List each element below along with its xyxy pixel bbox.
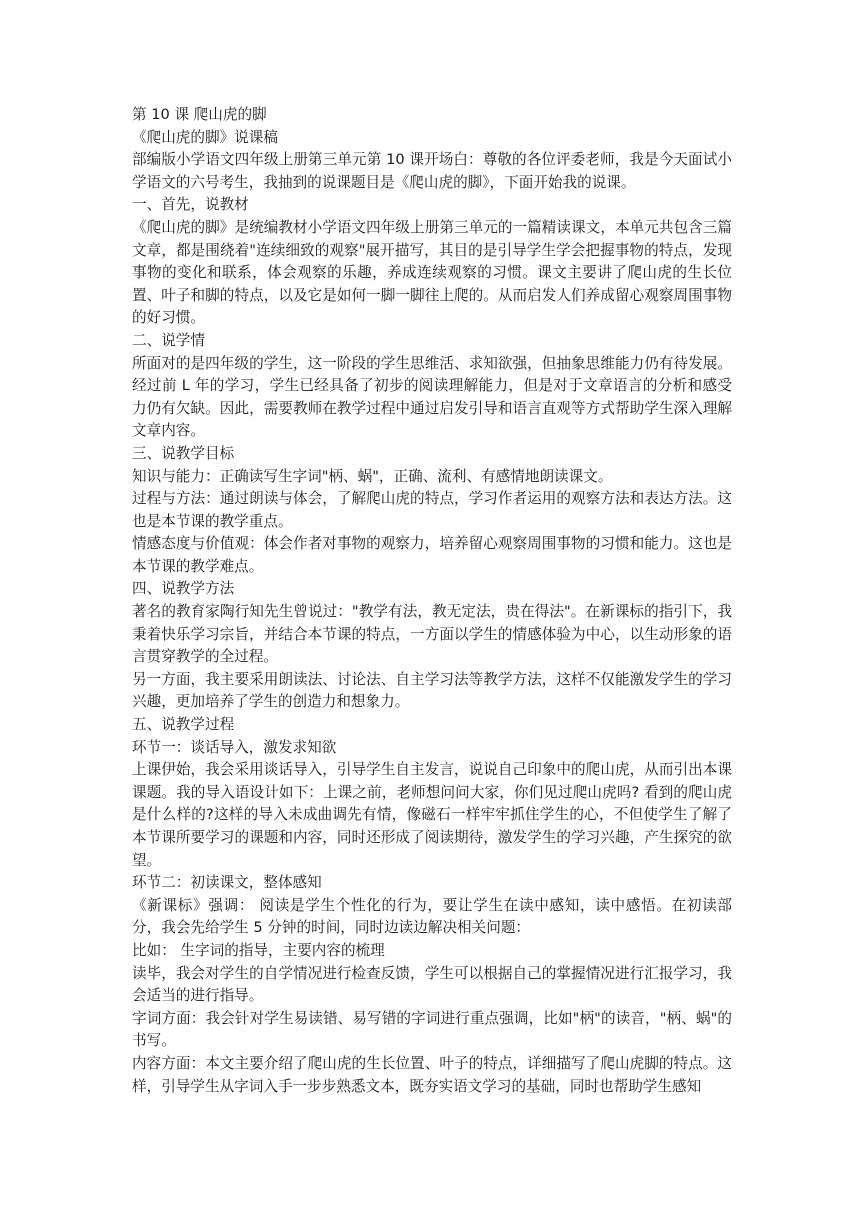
section-heading-methods: 四、说教学方法: [132, 580, 235, 598]
paragraph-students: 所面对的是四年级的学生，这一阶段的学生思维活、求知欲强，但抽象思维能力仍有待发展。经过前 L 年的学习，学生已经具备了初步的阅读理解能力，但是对于文章语言的分析和感受力仍有欠缺。因此，需要教师在教学过程中通过启发引导和语言直观等方式帮助学生深入理解文章内容。: [132, 354, 732, 440]
paragraph-content: 内容方面：本文主要介绍了爬山虎的生长位置、叶子的特点，详细描写了爬山虎脚的特点。这样，引导学生从字词入手一步步熟悉文本，既夯实语文学习的基础，同时也帮助学生感知: [132, 1054, 732, 1095]
goal-process: 过程与方法：通过朗读与体会，了解爬山虎的特点，学习作者运用的观察方法和表达方法。这也是本节课的教学重点。: [132, 490, 732, 530]
paragraph-step-two: 《新课标》强调： 阅读是学生个性化的行为，要让学生在读中感知，读中感悟。在初读部分，我会先给学生 5 分钟的时间，同时边读边解决相关问题：: [132, 896, 732, 937]
paragraph-methods-1: 著名的教育家陶行知先生曾说过："教学有法，教无定法，贵在得法"。在新课标的指引下，我秉着快乐学习宗旨，并结合本节课的特点，一方面以学生的情感体验为中心，以生动形象的语言贯穿教学的全过程。: [132, 603, 732, 666]
section-heading-process: 五、说教学过程: [132, 716, 235, 734]
step-one-heading: 环节一：谈话导入，激发求知欲: [132, 738, 337, 756]
paragraph-vocabulary: 字词方面：我会针对学生易读错、易写错的字词进行重点强调，比如"柄"的读音，"柄、蜗"的书写。: [132, 1009, 732, 1050]
section-heading-goals: 三、说教学目标: [132, 444, 235, 462]
paragraph-methods-2: 另一方面，我主要采用朗读法、讨论法、自主学习法等教学方法，这样不仅能激发学生的学习兴趣，更加培养了学生的创造力和想象力。: [132, 670, 732, 711]
step-two-heading: 环节二：初读课文，整体感知: [132, 874, 322, 892]
document-body: [132, 104, 732, 1098]
section-heading-textbook: 一、首先，说教材: [132, 196, 249, 214]
paragraph-example: 比如： 生字词的指导，主要内容的梳理: [132, 941, 385, 959]
goal-knowledge: 知识与能力：正确读写生字词"柄、蜗"，正确、流利、有感情地朗读课文。: [132, 467, 613, 485]
lesson-title: 第 10 课 爬山虎的脚: [132, 106, 267, 123]
section-heading-students: 二、说学情: [132, 331, 205, 349]
opening-paragraph: 部编版小学语文四年级上册第三单元第 10 课开场白：尊敬的各位评委老师，我是今天面试小学语文的六号考生，我抽到的说课题目是《爬山虎的脚》，下面开始我的说课。: [132, 151, 732, 191]
paragraph-step-one: 上课伊始，我会采用谈话导入，引导学生自主发言，说说自己印象中的爬山虎，从而引出本课课题。我的导入语设计如下：上课之前，老师想问问大家，你们见过爬山虎吗? 看到的爬山虎是什么样的?这样的导入未成曲调先有情，像磁石一样牢牢抓住学生的心，不但使学生了解了本节课所要学习的课题和内容，同时还形成了阅读期待，激发学生的学习兴趣，产生探究的欲望。: [132, 761, 732, 869]
paragraph-feedback: 读毕，我会对学生的自学情况进行检查反馈，学生可以根据自己的掌握情况进行汇报学习，我会适当的进行指导。: [132, 964, 732, 1005]
goal-emotion: 情感态度与价值观：体会作者对事物的观察力，培养留心观察周围事物的习惯和能力。这也是本节课的教学难点。: [132, 535, 732, 575]
paragraph-textbook: 《爬山虎的脚》是统编教材小学语文四年级上册第三单元的一篇精读课文，本单元共包含三篇文章，都是围绕着"连续细致的观察"展开描写，其目的是引导学生学会把握事物的特点，发现事物的变化和联系，体会观察的乐趣，养成连续观察的习惯。课文主要讲了爬山虎的生长位置、叶子和脚的特点，以及它是如何一脚一脚往上爬的。从而启发人们养成留心观察周围事物的好习惯。: [132, 218, 732, 327]
document-title: 《爬山虎的脚》说课稿: [132, 128, 278, 146]
